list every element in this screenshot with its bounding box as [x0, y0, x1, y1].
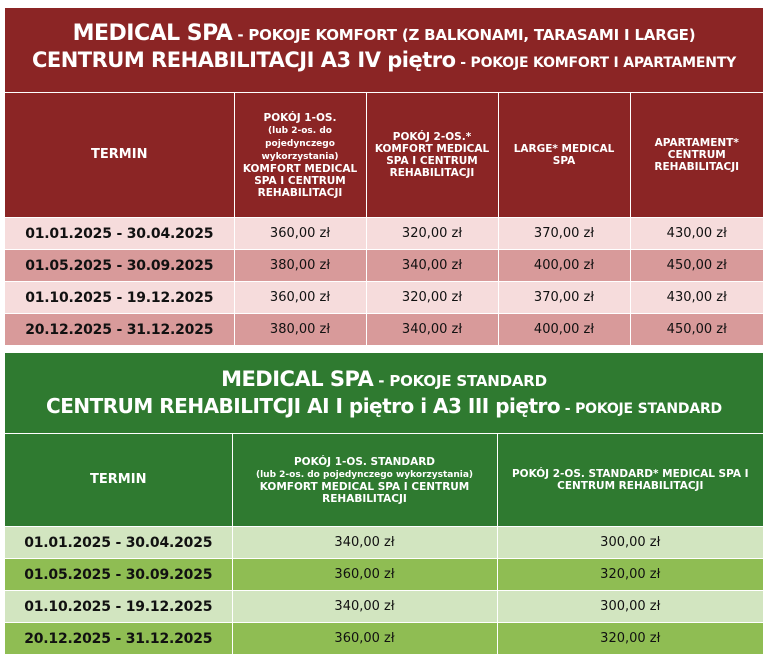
price-cell: 320,00 zł: [366, 282, 498, 314]
komfort-title-line2-big: CENTRUM REHABILITACJI A3 IV piętro: [32, 48, 456, 72]
komfort-header-row: [5, 93, 763, 218]
table-row: [5, 559, 763, 591]
price-cell: 300,00 zł: [497, 527, 763, 559]
standard-title-line2-big: CENTRUM REHABILITCJI AI I piętro i A3 III piętro: [46, 394, 560, 418]
komfort-table: [5, 92, 763, 345]
standard-price-table: [5, 353, 763, 654]
komfort-header-col3: LARGE* MEDICAL SPA: [498, 93, 630, 218]
price-cell: 340,00 zł: [366, 314, 498, 346]
price-cell: 340,00 zł: [366, 250, 498, 282]
termin-cell: 20.12.2025 - 31.12.2025: [5, 623, 232, 654]
price-cell: 450,00 zł: [630, 314, 763, 346]
komfort-header-col1-a: POKÓJ 1-OS.: [264, 112, 337, 124]
price-cell: 300,00 zł: [497, 591, 763, 623]
standard-title: [5, 353, 763, 433]
table-row: [5, 218, 763, 250]
price-cell: 340,00 zł: [232, 591, 497, 623]
komfort-title-line2-small: - POKOJE KOMFORT I APARTAMENTY: [456, 55, 736, 71]
price-cell: 400,00 zł: [498, 314, 630, 346]
price-cell: 380,00 zł: [234, 314, 366, 346]
komfort-header-col2: POKÓJ 2-OS.* KOMFORT MEDICAL SPA I CENTRUM REHABILITACJI: [366, 93, 498, 218]
table-row: [5, 527, 763, 559]
termin-cell: 01.05.2025 - 30.09.2025: [5, 559, 232, 591]
standard-title-line2-small: - POKOJE STANDARD: [560, 401, 722, 417]
komfort-header-col4: APARTAMENT* CENTRUM REHABILITACJI: [630, 93, 763, 218]
table-row: [5, 591, 763, 623]
price-cell: 360,00 zł: [234, 282, 366, 314]
komfort-title-line1-small: - POKOJE KOMFORT (Z BALKONAMI, TARASAMI I LARGE): [232, 26, 695, 44]
price-cell: 360,00 zł: [232, 559, 497, 591]
standard-header-col1-b: KOMFORT MEDICAL SPA I CENTRUM REHABILITACJI: [260, 481, 470, 505]
standard-header-termin: TERMIN: [5, 434, 232, 527]
standard-header-row: [5, 434, 763, 527]
price-cell: 430,00 zł: [630, 218, 763, 250]
termin-cell: 01.10.2025 - 19.12.2025: [5, 282, 234, 314]
table-row: [5, 250, 763, 282]
price-cell: 360,00 zł: [234, 218, 366, 250]
termin-cell: 01.01.2025 - 30.04.2025: [5, 218, 234, 250]
price-cell: 360,00 zł: [232, 623, 497, 654]
termin-cell: 01.01.2025 - 30.04.2025: [5, 527, 232, 559]
standard-header-col1-a: POKÓJ 1-OS. STANDARD: [294, 456, 435, 468]
table-row: [5, 623, 763, 654]
termin-cell: 20.12.2025 - 31.12.2025: [5, 314, 234, 346]
price-cell: 380,00 zł: [234, 250, 366, 282]
komfort-price-table: [5, 8, 763, 345]
price-cell: 340,00 zł: [232, 527, 497, 559]
standard-title-line1-small: - POKOJE STANDARD: [373, 372, 547, 390]
standard-table: [5, 433, 763, 654]
standard-title-line1-big: MEDICAL SPA: [221, 367, 373, 391]
price-cell: 320,00 zł: [366, 218, 498, 250]
table-row: [5, 282, 763, 314]
standard-header-col1-sub: (lub 2-os. do pojedynczego wykorzystania): [256, 470, 473, 480]
price-cell: 370,00 zł: [498, 218, 630, 250]
price-cell: 430,00 zł: [630, 282, 763, 314]
komfort-title: [5, 8, 763, 92]
price-cell: 320,00 zł: [497, 559, 763, 591]
komfort-header-col1-sub: (lub 2-os. do pojedynczego wykorzystania): [261, 126, 338, 162]
termin-cell: 01.05.2025 - 30.09.2025: [5, 250, 234, 282]
komfort-title-line1-big: MEDICAL SPA: [73, 21, 233, 46]
price-cell: 400,00 zł: [498, 250, 630, 282]
standard-header-col2: POKÓJ 2-OS. STANDARD* MEDICAL SPA I CENTRUM REHABILITACJI: [497, 434, 763, 527]
termin-cell: 01.10.2025 - 19.12.2025: [5, 591, 232, 623]
komfort-header-col1-b: KOMFORT MEDICAL SPA I CENTRUM REHABILITACJI: [243, 163, 357, 199]
standard-header-col1: [232, 434, 497, 527]
table-row: [5, 314, 763, 346]
komfort-header-termin: TERMIN: [5, 93, 234, 218]
komfort-header-col1: [234, 93, 366, 218]
price-cell: 450,00 zł: [630, 250, 763, 282]
price-cell: 370,00 zł: [498, 282, 630, 314]
price-cell: 320,00 zł: [497, 623, 763, 654]
